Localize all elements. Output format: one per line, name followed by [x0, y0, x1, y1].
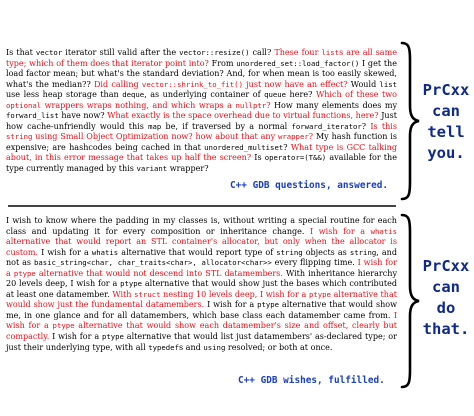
text-segment: I wish for a	[6, 258, 397, 278]
text-segment: I wish for a	[204, 300, 258, 310]
text-segment: ptype	[257, 300, 280, 310]
text-segment: queue	[264, 90, 287, 100]
text-segment: , and not as	[6, 247, 397, 268]
text-segment: ptype	[52, 321, 75, 331]
text-segment: ptype	[101, 332, 124, 342]
text-segment: ?	[308, 132, 314, 142]
text-segment: optional	[6, 100, 42, 110]
text-segment: struct	[134, 289, 161, 299]
text-segment: using	[203, 342, 226, 352]
wishes-panel	[6, 216, 397, 388]
wishes-tagline: C++ GDB wishes, fulfilled.	[238, 375, 385, 386]
text-segment: be, if traversed by a normal	[161, 121, 292, 131]
text-segment: Just how cache-unfriendly would this	[6, 111, 397, 131]
text-segment: s and	[178, 342, 204, 352]
text-segment: s are all same type; which of them does that iterator point into?	[6, 48, 398, 68]
text-segment: ?	[361, 121, 371, 131]
text-segment: using Small Object Optimization now? how about that any	[32, 132, 278, 142]
text-segment: ptype	[308, 289, 331, 299]
text-segment: Did calling	[93, 79, 142, 89]
text-segment: here?	[286, 90, 316, 100]
text-segment: Would	[347, 79, 380, 89]
text-segment: alternative that would show me, in one glance and for all datamembers, which base class each datamember came from.	[6, 300, 397, 320]
text-segment: list	[379, 79, 397, 89]
text-segment: string	[6, 132, 33, 142]
text-segment: alternative that would report type of	[118, 247, 277, 257]
text-segment: call?	[249, 48, 275, 57]
text-segment: Is	[251, 153, 265, 163]
text-segment: How many elements does my	[270, 100, 397, 110]
text-segment: These four	[274, 48, 322, 57]
text-segment: vector::shrink_to_fit()	[141, 79, 243, 89]
text-segment: I wish for a	[6, 310, 397, 331]
text-segment: whatis	[91, 247, 119, 257]
text-segment: operator=(T&&)	[264, 153, 327, 163]
text-segment: My hash function is expensive; are hashcodes being cached in that	[6, 132, 397, 152]
text-segment: I wish for a	[310, 226, 371, 236]
side-caption-line: that.	[422, 320, 470, 338]
text-segment: ptype	[120, 279, 143, 289]
text-segment: unordered_set::load_factor()	[236, 58, 360, 68]
text-segment: just now have an effect?	[242, 79, 348, 89]
text-segment: I wish for a	[38, 247, 92, 257]
text-segment: string	[349, 247, 377, 257]
text-segment: objects as	[302, 247, 350, 257]
text-segment: alternative that would show each datamember's size and offset, clearly but compactly.	[6, 321, 397, 342]
text-segment: whatis	[370, 226, 397, 236]
text-segment: every flipping time.	[271, 258, 358, 268]
text-segment: vector::resize()	[179, 48, 250, 57]
text-segment: Is that	[6, 48, 36, 57]
text-segment: nullptr	[235, 100, 267, 110]
text-segment: iterator still valid after the	[62, 48, 180, 57]
text-segment: I get the load factor mean; but what's the standard deviation? And, for when mean is too easily skewed, what's the median??	[6, 58, 397, 89]
text-segment: What exactly is the space overhead due to virtual functions, here?	[107, 111, 379, 121]
text-segment: basic_string<char, char_traits<char>, allocator<char>>	[33, 258, 272, 268]
side-caption-line: can	[432, 278, 460, 296]
text-segment: alternative that would not descend into STL datamembers.	[35, 268, 283, 278]
text-segment: , as underlying container of	[144, 90, 265, 100]
questions-tagline: C++ GDB questions, answered.	[230, 180, 389, 191]
side-caption-line: you.	[427, 144, 465, 162]
section-divider	[8, 205, 396, 207]
questions-paragraph	[6, 48, 397, 175]
text-segment: With	[112, 289, 135, 299]
side-caption-top	[420, 80, 472, 164]
text-segment: available for the type currently managed by this	[6, 153, 397, 174]
text-segment: wrapper	[277, 132, 309, 142]
text-segment: string	[276, 247, 303, 257]
text-segment: list	[321, 48, 340, 57]
text-segment: ?	[266, 100, 271, 110]
text-segment: alternative that would show just the fundamental datamembers.	[6, 289, 397, 310]
text-segment: Which of these two	[315, 90, 398, 100]
curly-brace-icon	[399, 40, 421, 202]
text-segment: variant	[136, 164, 168, 174]
side-caption-line: PrCxx	[422, 81, 470, 99]
text-segment: alternative that would show just the bases which contributed at least one datamember.	[6, 279, 398, 299]
text-segment: forward_list	[6, 111, 59, 121]
side-caption-line: PrCxx	[422, 257, 470, 275]
side-caption-bottom	[420, 256, 472, 340]
text-segment: Is this	[370, 121, 397, 131]
text-segment: resolved; or both at once.	[225, 342, 333, 352]
text-segment: I wish to know where the padding in my classes is, without writing a special routine for each class and updating it for every composition or inheritance change.	[6, 216, 397, 236]
text-segment: alternative that would report an STL container's allocator, but only when the allocator is custom.	[6, 237, 397, 257]
text-segment: vector	[35, 48, 63, 57]
text-segment: nesting 10 levels deep, I wish for a	[160, 289, 309, 299]
text-segment: deque	[122, 90, 145, 100]
wishes-paragraph	[6, 216, 397, 353]
text-segment: typedef	[148, 342, 179, 352]
text-segment: ptype	[13, 268, 36, 278]
side-caption-line: do	[436, 299, 456, 317]
text-segment: wrapper?	[167, 164, 209, 174]
text-segment: I wish for a	[49, 332, 102, 342]
text-segment: From	[208, 58, 237, 68]
text-segment: use less heap storage than	[6, 90, 123, 100]
text-segment: forward_iterator	[291, 121, 362, 131]
text-segment: map	[148, 121, 162, 131]
questions-panel	[6, 48, 397, 194]
text-segment: What type is GCC talking about, in this error message that takes up half the screen?	[6, 142, 398, 163]
side-caption-line: can	[432, 102, 460, 120]
curly-brace-icon	[399, 212, 421, 390]
text-segment: have now?	[58, 111, 108, 121]
text-segment: wrappers wraps nothing, and which wraps a	[41, 100, 236, 110]
text-segment: With inheritance hierarchy 20 levels deep, I wish for a	[6, 268, 397, 289]
text-segment: alternative that would list just datamembers' as-declared type; or just their underlying type, with all	[6, 332, 397, 352]
text-segment: unordered_multiset	[204, 142, 284, 152]
side-caption-line: tell	[427, 123, 465, 141]
text-segment: ?	[283, 142, 291, 152]
